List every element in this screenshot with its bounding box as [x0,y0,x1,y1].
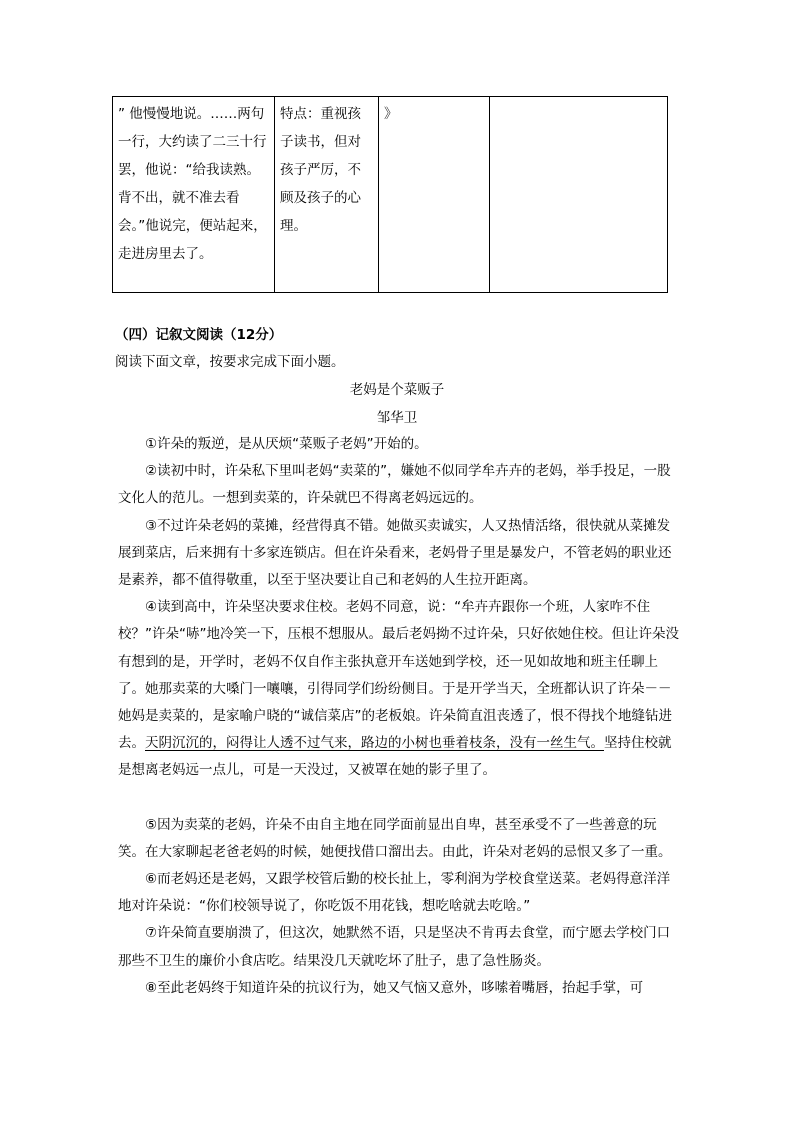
article-title: 老妈是个菜贩子 [349,382,445,398]
table-cell-arrow: 》 [379,97,490,293]
table-row [113,97,668,293]
paragraph-4-text: ④读到高中，许朵坚决要求住校。老妈不同意，说：“牟卉卉跟你一个班，人家咋不住校？”许朵“哧”地冷笑一下，压根不想服从。最后老妈拗不过许朵，只好依她住校。但让许朵没有想到的是，开学时，老妈不仅自作主张执意开车送她到学校，还一见如故地和班主任聊上了。她那卖菜的大嗓门一嚷嚷，引得同学们纷纷侧目。于是开学当天，全班都认识了许朵－－她妈是卖菜的，是家喻户晓的“诚信菜店”的老板娘。许朵简直沮丧透了，恨不得找个地缝钻进去。 [118,599,679,752]
reading-table [112,96,668,293]
table-cell-feature: 特点：重视孩子读书，但对孩子严厉，不顾及孩子的心理。 [275,97,379,293]
paragraph-2: ②读初中时，许朵私下里叫老妈“卖菜的”，嫌她不似同学牟卉卉的老妈，举手投足，一股文化人的范儿。一想到卖菜的，许朵就巴不得离老妈远远的。 [118,463,671,507]
paragraph-1: ①许朵的叛逆，是从厌烦“菜贩子老妈”开始的。 [145,436,428,452]
paragraph-4 [118,594,682,784]
paragraph-4-end: 坚持住校就是想离老妈远一点儿，可是一天没过，又被罩在她的影子里了。 [118,735,672,779]
article-author: 邹华卫 [376,410,418,426]
paragraph-8: ⑧至此老妈终于知道许朵的抗议行为，她又气恼又意外，哆嗦着嘴唇，抬起手掌，可 [145,979,644,996]
table-cell-quote: ” 他慢慢地说。……两句一行，大约读了二三十行罢，他说：“给我读熟。背不出，就不准去看会。”他说完，便站起来，走进房里去了。 [113,97,275,293]
paragraph-7: ⑦许朵简直要崩溃了，但这次，她默然不语，只是坚决不肯再去食堂，而宁愿去学校门口那些不卫生的廉价小食店吃。结果没几天就吃坏了肚子，患了急性肠炎。 [118,925,671,969]
section-title: （四）记叙文阅读（12分） [115,327,283,343]
article-body [118,431,682,1002]
instruction: 阅读下面文章，按要求完成下面小题。 [115,354,345,370]
table-cell-empty [490,97,668,293]
paragraph-5: ⑤因为卖菜的老妈，许朵不由自主地在同学面前显出自卑，甚至承受不了一些善意的玩笑。在大家聊起老爸老妈的时候，她便找借口溜出去。由此，许朵对老妈的忌恨又多了一重。 [118,816,672,860]
underlined-sentence: 天阴沉沉的，闷得让人透不过气来，路边的小树也垂着枝条，没有一丝生气。 [145,735,604,752]
paragraph-3: ③不过许朵老妈的菜摊，经营得真不错。她做买卖诚实，人又热情活络，很快就从菜摊发展到菜店，后来拥有十多家连锁店。但在许朵看来，老妈骨子里是暴发户，不管老妈的职业还是素养，都不值得敬重，以至于坚决要让自己和老妈的人生拉开距离。 [118,517,672,589]
paragraph-6: ⑥而老妈还是老妈，又跟学校管后勤的校长扯上，零利润为学校食堂送菜。老妈得意洋洋地对许朵说：“你们校领导说了，你吃饭不用花钱，想吃啥就去吃啥。” [118,871,671,915]
